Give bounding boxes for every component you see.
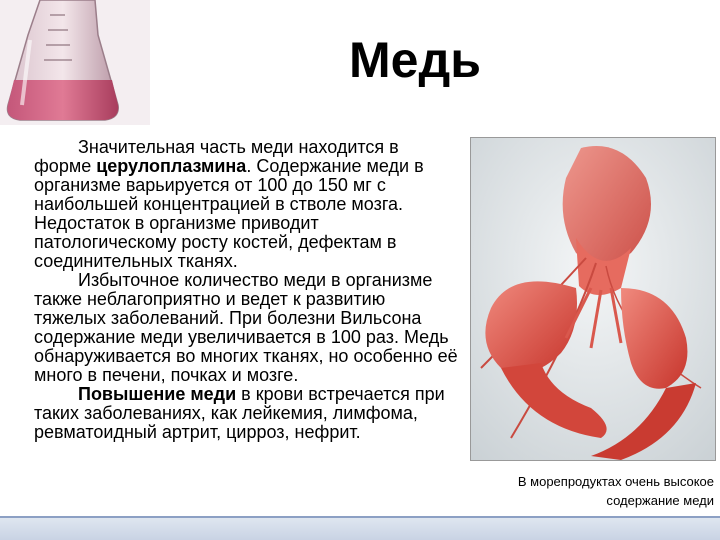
paragraph-2-text: Избыточное количество меди в организме также неблагоприятно и ведет к развитию тяжелых заболеваний. При болезни Вильсона содержание меди увеличивается в 100 раз. Медь обнаруживается во многих тканях, но особенно её много в печени, почках и мозге. [34,270,458,385]
paragraph-1-bold: церулоплазмина [96,156,247,176]
paragraph-1-text: Значительная часть меди находится в форме [34,137,399,176]
caption-line-2: содержание меди [606,493,714,508]
photo-caption [470,472,714,510]
lobster-photo [470,137,716,461]
caption-line-1: В морепродуктах очень высокое [517,474,714,489]
paragraph-1 [34,138,458,271]
paragraph-3-bold: Повышение меди [78,384,237,404]
footer-bar [0,518,720,540]
paragraph-3-text: в крови встречается при таких заболеваниях, как лейкемия, лимфома, ревматоидный артрит, цирроз, нефрит. [34,384,445,442]
paragraph-2 [34,271,458,385]
paragraph-1-text-end: . Содержание меди в организме варьируется от 100 до 150 мг с наибольшей концентрацией в стволе мозга. Недостаток в организме приводит патологическому росту костей, дефектам в соединительных тканях. [34,156,424,271]
body-text [34,138,458,442]
paragraph-3 [34,385,458,442]
flask-icon [0,0,150,125]
slide-title: Медь [349,32,481,88]
